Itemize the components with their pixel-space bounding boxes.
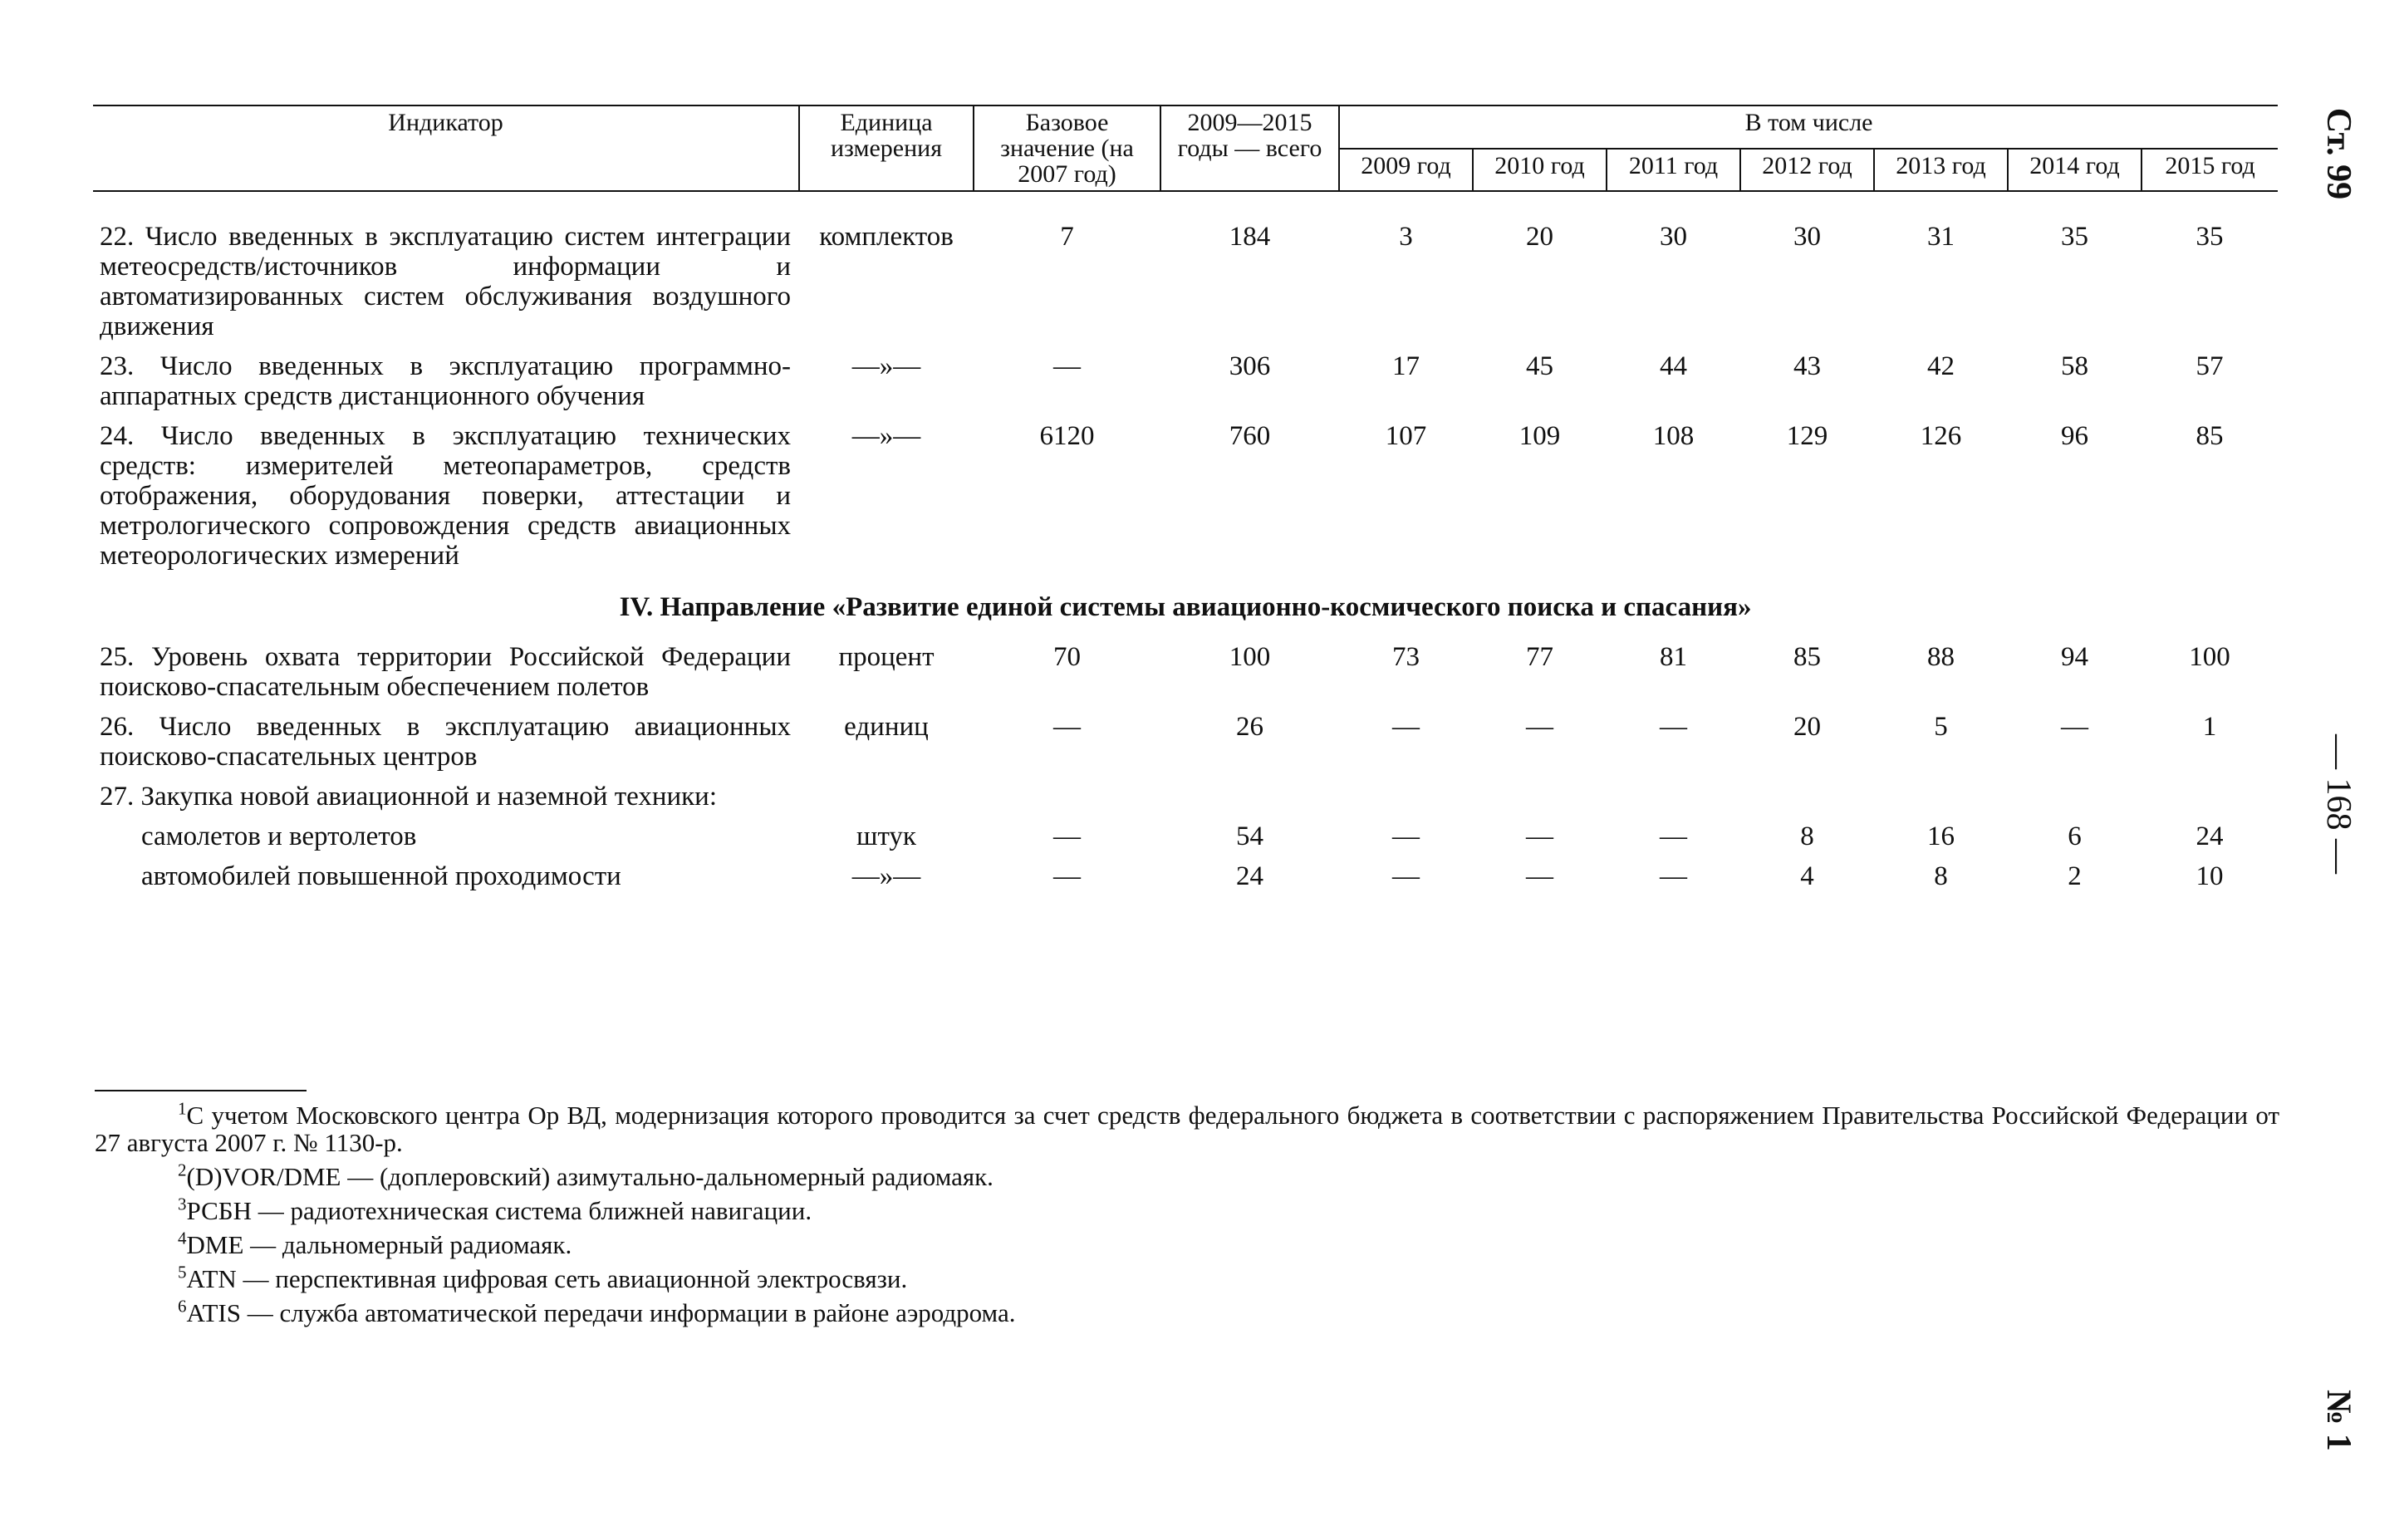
year-cell: 100 bbox=[2189, 642, 2230, 672]
footnote-text: (D)VOR/DME — (доплеровский) азимутально-дальномерный радиомаяк. bbox=[186, 1162, 993, 1191]
year-cell: 58 bbox=[2061, 351, 2088, 381]
base-cell: — bbox=[1053, 821, 1081, 851]
year-cell: 96 bbox=[2061, 421, 2088, 451]
page-number bbox=[2293, 721, 2384, 887]
year-cell: 3 bbox=[1399, 222, 1413, 252]
year-cell: 17 bbox=[1392, 351, 1420, 381]
indicator-table-container bbox=[93, 105, 2278, 891]
total-cell: 306 bbox=[1229, 351, 1271, 381]
year-cell: 107 bbox=[1385, 421, 1427, 451]
header-year-2014: 2014 год bbox=[2008, 149, 2142, 192]
total-cell: 54 bbox=[1236, 821, 1263, 851]
footnote bbox=[95, 1228, 2279, 1259]
year-cell: 85 bbox=[1793, 642, 1821, 672]
header-unit: Единица измерения bbox=[799, 105, 974, 191]
year-cell: 129 bbox=[1786, 421, 1828, 451]
footnote-text: РСБН — радиотехническая система ближней навигации. bbox=[186, 1196, 812, 1225]
table-row bbox=[93, 861, 2278, 891]
unit-cell: штук bbox=[856, 821, 916, 851]
indicator-table bbox=[93, 105, 2278, 891]
footnote bbox=[95, 1262, 2279, 1293]
indicator-cell: 25. Уровень охвата территории Российской Федерации поисково-спасательным обеспечением полетов bbox=[100, 642, 791, 702]
year-cell: 109 bbox=[1518, 421, 1561, 451]
year-cell: 77 bbox=[1526, 642, 1553, 672]
footnote bbox=[95, 1296, 2279, 1327]
footnote-number: 4 bbox=[178, 1228, 187, 1248]
indicator-cell: 27. Закупка новой авиационной и наземной техники: bbox=[100, 782, 718, 812]
year-cell: 1 bbox=[2202, 712, 2217, 742]
year-cell: 126 bbox=[1920, 421, 1962, 451]
footnote-divider bbox=[95, 1090, 307, 1091]
base-cell: — bbox=[1053, 861, 1081, 891]
base-cell: — bbox=[1053, 712, 1081, 742]
article-number-text: Ст. 99 bbox=[2319, 107, 2357, 200]
year-cell: 73 bbox=[1392, 642, 1420, 672]
header-year-2012: 2012 год bbox=[1740, 149, 1874, 192]
footnote-number: 1 bbox=[178, 1098, 187, 1119]
year-cell: — bbox=[1660, 861, 1687, 891]
year-cell: 8 bbox=[1800, 821, 1814, 851]
total-cell: 184 bbox=[1229, 222, 1271, 252]
year-cell: 35 bbox=[2061, 222, 2088, 252]
year-cell: 88 bbox=[1927, 642, 1955, 672]
table-row bbox=[93, 782, 2278, 812]
base-cell: 7 bbox=[1060, 222, 1074, 252]
table-row bbox=[93, 712, 2278, 772]
footnote bbox=[95, 1160, 2279, 1191]
footnote bbox=[95, 1194, 2279, 1225]
footnote-text: ATN — перспективная цифровая сеть авиационной электросвязи. bbox=[186, 1264, 908, 1293]
indicator-cell: автомобилей повышенной проходимости bbox=[141, 861, 621, 891]
footnote-number: 5 bbox=[178, 1262, 187, 1283]
unit-cell: процент bbox=[838, 642, 935, 672]
base-cell: — bbox=[1053, 351, 1081, 381]
year-cell: — bbox=[1526, 712, 1553, 742]
header-year-2009: 2009 год bbox=[1339, 149, 1473, 192]
header-year-2010: 2010 год bbox=[1473, 149, 1607, 192]
year-cell: — bbox=[1660, 821, 1687, 851]
unit-cell: комплектов bbox=[819, 222, 954, 252]
footnote-number: 2 bbox=[178, 1160, 187, 1180]
header-year-2011: 2011 год bbox=[1607, 149, 1740, 192]
total-cell: 26 bbox=[1236, 712, 1263, 742]
header-indicator: Индикатор bbox=[93, 105, 799, 191]
total-cell: 100 bbox=[1229, 642, 1271, 672]
year-cell: — bbox=[1526, 821, 1553, 851]
year-cell: 35 bbox=[2195, 222, 2224, 252]
issue-number bbox=[2293, 1362, 2384, 1479]
indicator-cell: 24. Число введенных в эксплуатацию технических средств: измерителей метеопараметров, средств отображения, оборудования поверки, аттестации и метрологического сопровождения средств авиационных метеорологических измерений bbox=[100, 421, 791, 571]
indicator-cell: 22. Число введенных в эксплуатацию систем интеграции метеосредств/источников информации и автоматизированных систем обслуживания воздушного движения bbox=[100, 222, 791, 341]
year-cell: 20 bbox=[1526, 222, 1553, 252]
year-cell: 57 bbox=[2195, 351, 2224, 381]
table-row bbox=[93, 421, 2278, 571]
year-cell: 108 bbox=[1652, 421, 1695, 451]
issue-number-text: № 1 bbox=[2319, 1390, 2357, 1451]
footnote-text: С учетом Московского центра Ор ВД, модернизация которого проводится за счет средств федерального бюджета в соответствии с распоряжением Правительства Российской Федерации от 27 августа 2007 г. № 1130-р. bbox=[95, 1101, 2279, 1157]
unit-cell: единиц bbox=[844, 712, 929, 742]
indicator-cell: 23. Число введенных в эксплуатацию программно-аппаратных средств дистанционного обучения bbox=[100, 351, 791, 411]
total-cell: 24 bbox=[1236, 861, 1263, 891]
year-cell: — bbox=[1392, 861, 1420, 891]
base-cell: 70 bbox=[1053, 642, 1081, 672]
unit-cell: —»— bbox=[851, 351, 921, 381]
year-cell: — bbox=[1392, 821, 1420, 851]
indicator-cell: самолетов и вертолетов bbox=[141, 821, 417, 851]
page-number-text: — 168 — bbox=[2319, 734, 2357, 874]
year-cell: 2 bbox=[2068, 861, 2082, 891]
year-cell: 24 bbox=[2195, 821, 2224, 851]
table-row bbox=[93, 222, 2278, 341]
header-total: 2009—2015 годы — всего bbox=[1160, 105, 1339, 191]
section-heading: IV. Направление «Развитие единой системы авиационно-космического поиска и спасания» bbox=[619, 592, 1752, 622]
header-including: В том числе bbox=[1339, 105, 2278, 149]
year-cell: — bbox=[1392, 712, 1420, 742]
year-cell: 20 bbox=[1793, 712, 1821, 742]
article-number bbox=[2293, 96, 2384, 212]
footnote-text: DME — дальномерный радиомаяк. bbox=[186, 1230, 572, 1259]
year-cell: 10 bbox=[2195, 861, 2224, 891]
year-cell: 94 bbox=[2061, 642, 2088, 672]
year-cell: 81 bbox=[1660, 642, 1687, 672]
year-cell: 31 bbox=[1927, 222, 1955, 252]
table-row bbox=[93, 351, 2278, 411]
year-cell: — bbox=[2061, 712, 2088, 742]
table-row bbox=[93, 642, 2278, 702]
year-cell: 42 bbox=[1927, 351, 1955, 381]
table-row bbox=[93, 821, 2278, 851]
unit-cell: —»— bbox=[851, 861, 921, 891]
year-cell: — bbox=[1660, 712, 1687, 742]
year-cell: 30 bbox=[1793, 222, 1821, 252]
year-cell: 4 bbox=[1800, 861, 1814, 891]
base-cell: 6120 bbox=[1039, 421, 1095, 451]
year-cell: 6 bbox=[2068, 821, 2082, 851]
header-year-2013: 2013 год bbox=[1874, 149, 2008, 192]
year-cell: 44 bbox=[1660, 351, 1687, 381]
total-cell: 760 bbox=[1229, 421, 1271, 451]
year-cell: 16 bbox=[1927, 821, 1955, 851]
footnotes bbox=[95, 1098, 2279, 1333]
year-cell: — bbox=[1526, 861, 1553, 891]
footnote-number: 3 bbox=[178, 1194, 187, 1214]
footnote-number: 6 bbox=[178, 1296, 187, 1317]
footnote bbox=[95, 1098, 2279, 1157]
year-cell: 43 bbox=[1793, 351, 1821, 381]
year-cell: 45 bbox=[1526, 351, 1553, 381]
year-cell: 5 bbox=[1934, 712, 1948, 742]
year-cell: 85 bbox=[2195, 421, 2224, 451]
year-cell: 30 bbox=[1660, 222, 1687, 252]
footnote-text: ATIS — служба автоматической передачи информации в районе аэродрома. bbox=[186, 1298, 1016, 1327]
indicator-cell: 26. Число введенных в эксплуатацию авиационных поисково-спасательных центров bbox=[100, 712, 791, 772]
header-base: Базовое значение (на 2007 год) bbox=[974, 105, 1160, 191]
header-year-2015: 2015 год bbox=[2142, 149, 2278, 192]
unit-cell: —»— bbox=[851, 421, 921, 451]
year-cell: 8 bbox=[1934, 861, 1948, 891]
